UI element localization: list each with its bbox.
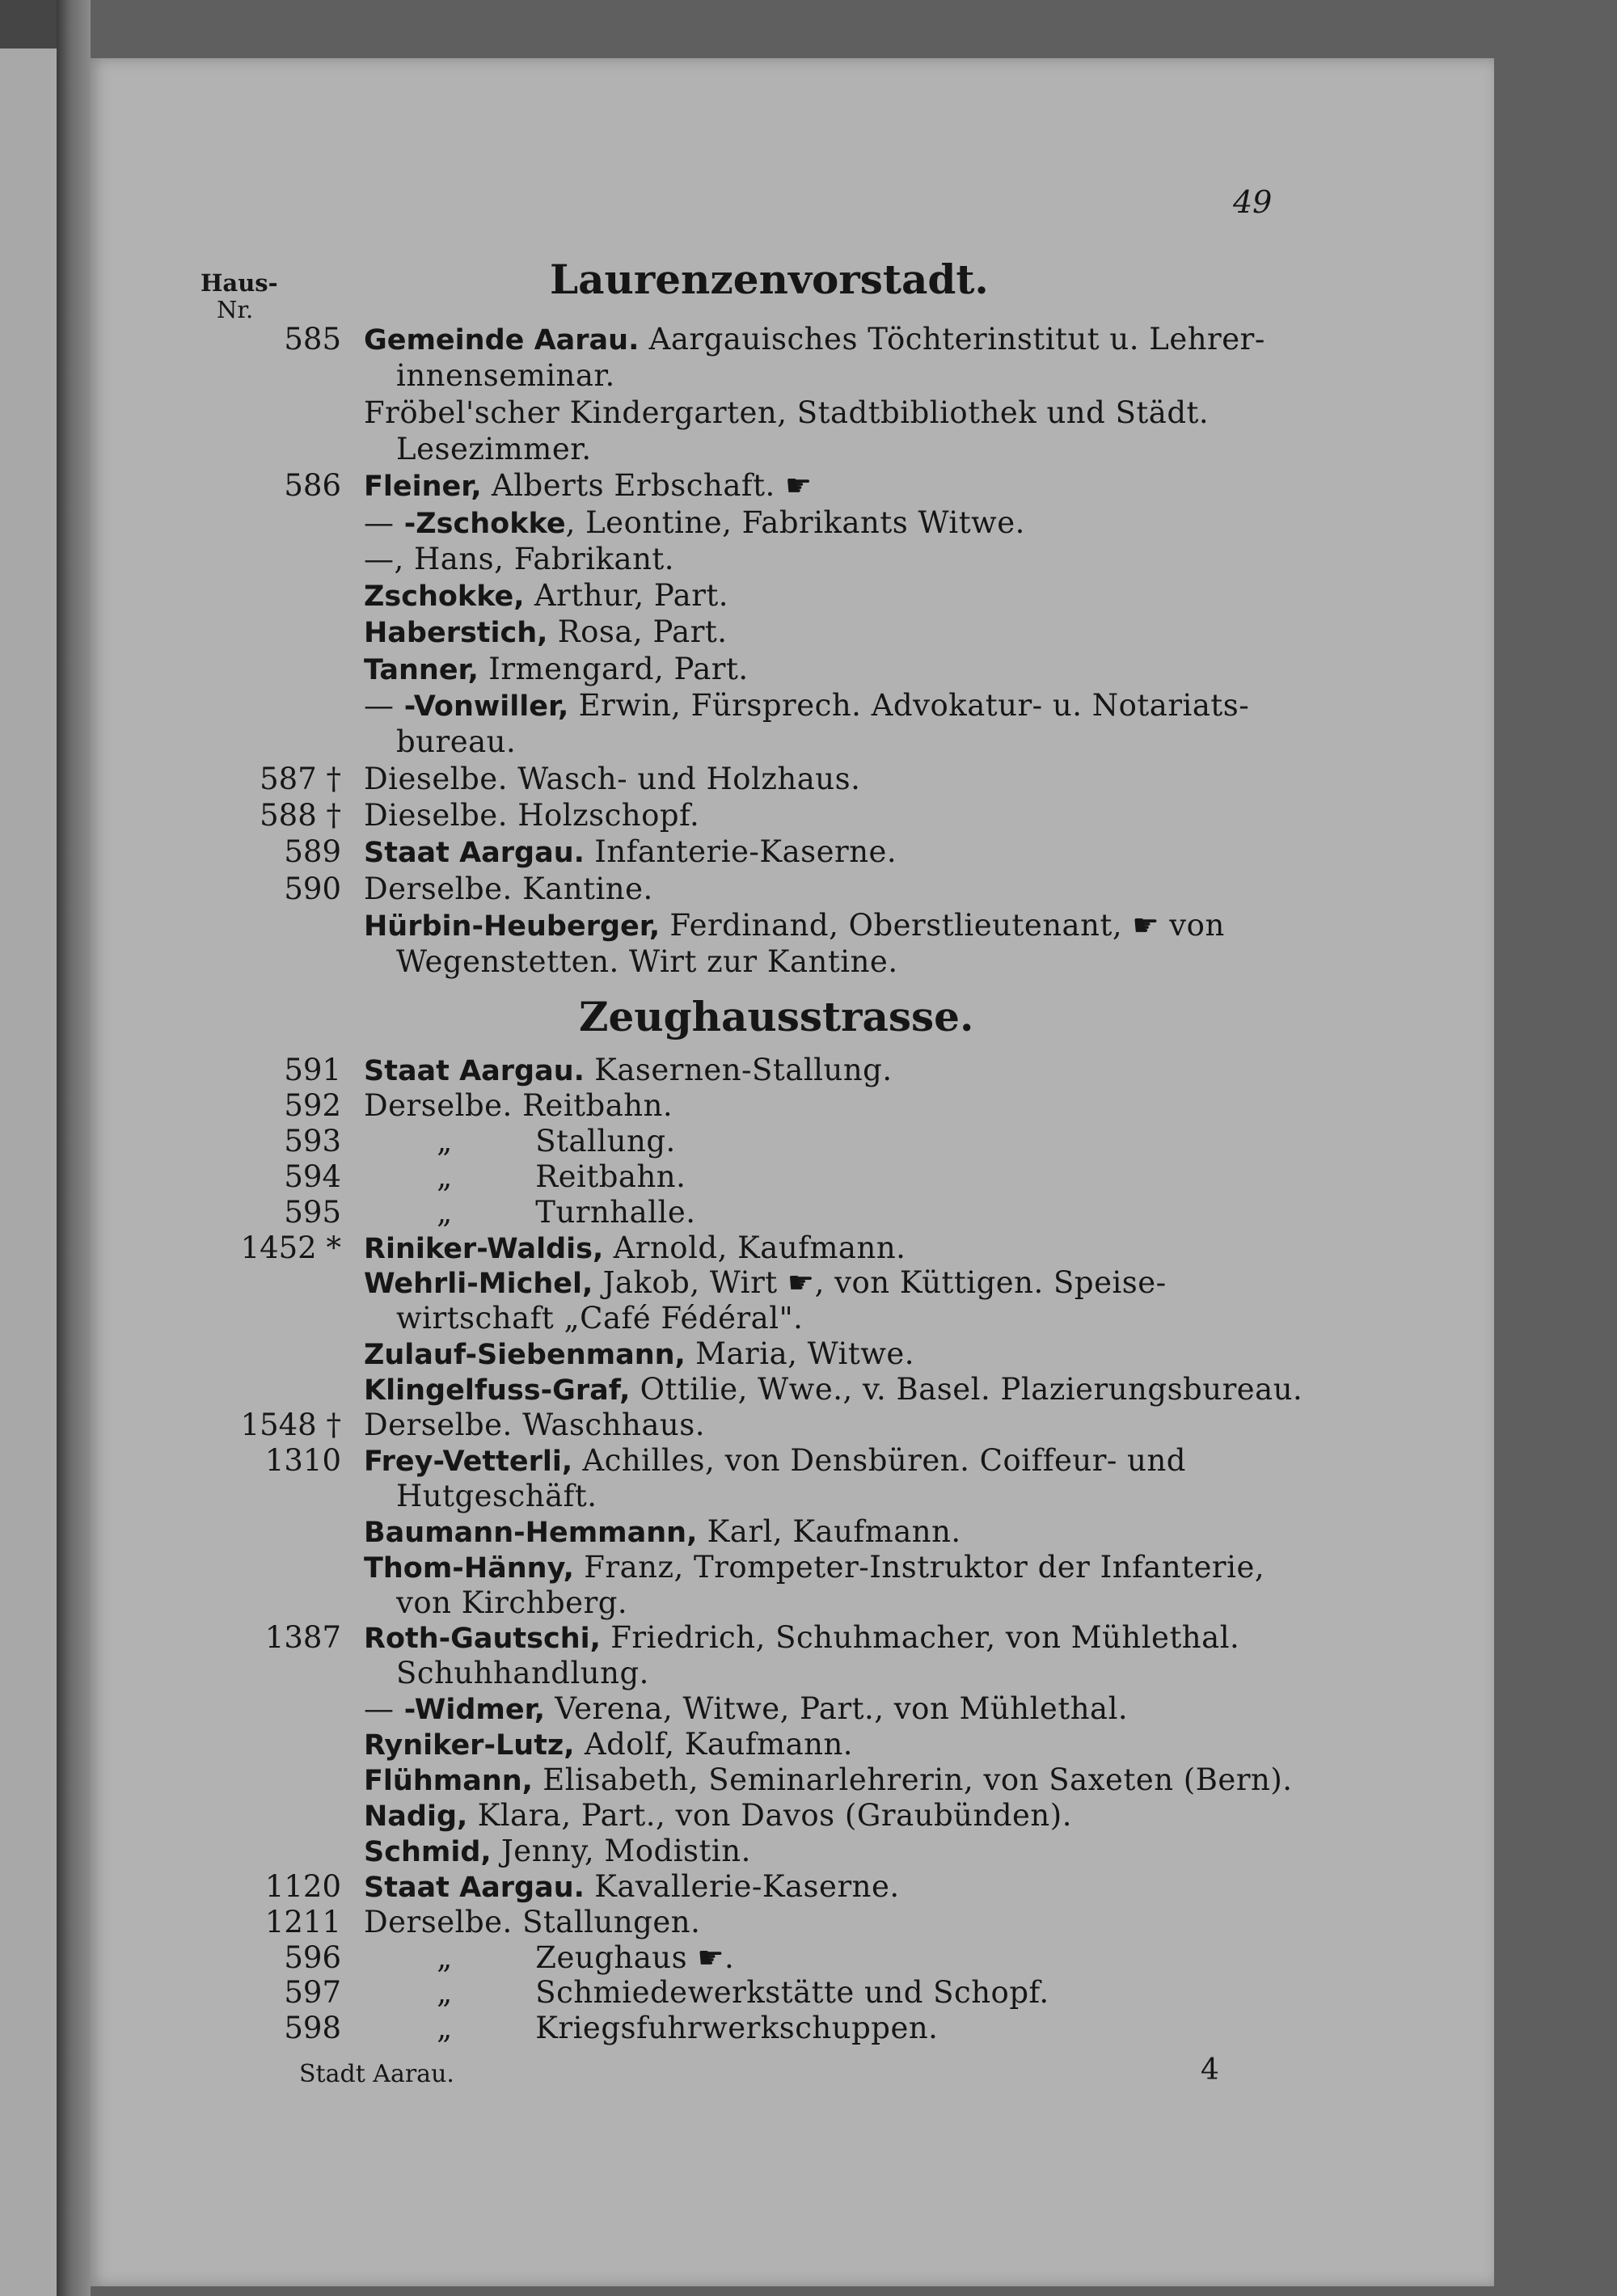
house-number: 598 <box>284 2011 341 2046</box>
entry-name: Thom-Hänny, <box>364 1551 574 1585</box>
house-number: 1548 † <box>240 1408 341 1442</box>
entry-line <box>364 1230 1294 1267</box>
entry-line <box>364 762 1294 797</box>
entry-name: -Widmer, <box>403 1694 545 1727</box>
entry-text: — <box>364 1691 404 1727</box>
entry-line <box>364 2011 1294 2046</box>
house-number: 1452 * <box>240 1230 341 1265</box>
entry-line <box>364 395 1294 431</box>
house-number: 588 † <box>260 797 341 833</box>
entry-text: Turnhalle. <box>535 1194 696 1230</box>
entry-line <box>364 1265 1294 1302</box>
entry-line <box>364 1550 1294 1586</box>
entry-line <box>364 578 1294 614</box>
entry-line <box>364 1798 1294 1834</box>
entry-line <box>364 322 1294 358</box>
entry-text: Stallung. <box>535 1123 676 1159</box>
entry-line <box>396 724 1326 760</box>
entry-line <box>364 1514 1294 1551</box>
entry-name: Tanner, <box>364 653 479 686</box>
entry-name: Fleiner, <box>364 471 482 504</box>
entry-name: Zschokke, <box>364 580 525 614</box>
entry-text: bureau. <box>396 724 517 760</box>
entry-line <box>396 358 1326 394</box>
entry-text: Derselbe. Stallungen. <box>364 1904 701 1939</box>
entry-line <box>364 1940 1294 1976</box>
entry-text: Irmengard, Part. <box>478 651 749 686</box>
entry-text: Infanterie-Kaserne. <box>584 834 897 870</box>
entry-text: Derselbe. Waschhaus. <box>364 1408 705 1442</box>
entry-line <box>364 1691 1294 1728</box>
entry-line <box>364 834 1294 871</box>
entry-line <box>364 1124 1294 1159</box>
entry-text: Karl, Kaufmann. <box>697 1513 961 1549</box>
house-number: 586 <box>284 468 341 504</box>
house-number: 593 <box>284 1123 341 1159</box>
ditto-mark: „ <box>437 1159 453 1194</box>
entry-name: Frey-Vetterli, <box>364 1445 573 1478</box>
entry-text: innenseminar. <box>396 358 615 394</box>
ditto-mark: „ <box>437 1194 453 1230</box>
entry-text: Friedrich, Schuhmacher, von Mühlethal. <box>600 1620 1240 1656</box>
entry-text: — <box>364 688 404 723</box>
entry-line <box>364 1195 1294 1230</box>
entry-text: Hutgeschäft. <box>396 1478 597 1513</box>
entry-line <box>364 1620 1294 1657</box>
entry-line <box>364 798 1294 834</box>
entry-text: Zeughaus ☛. <box>535 1939 735 1975</box>
entry-line <box>396 1479 1326 1514</box>
section-title-laurenzenvorstadt: Laurenzenvorstadt. <box>550 255 989 303</box>
entry-name: Zulauf-Siebenmann, <box>364 1339 686 1372</box>
entry-name: Hürbin-Heuberger, <box>364 910 661 943</box>
entry-text: Franz, Trompeter-Instruktor der Infanterie, <box>573 1549 1265 1585</box>
house-number: 1387 <box>264 1620 341 1656</box>
ditto-mark: „ <box>437 1939 453 1975</box>
entry-text: von Kirchberg. <box>396 1585 628 1620</box>
entry-text: Achilles, von Densbüren. Coiffeur- und <box>572 1442 1186 1478</box>
entry-text: Elisabeth, Seminarlehrerin, von Saxeten (Bern). <box>532 1762 1293 1797</box>
entry-text: Schmiedewerkstätte und Schopf. <box>535 1975 1049 2011</box>
house-number: 1120 <box>264 1868 341 1904</box>
entry-line <box>396 1585 1326 1621</box>
entry-line <box>364 908 1294 944</box>
entry-line <box>364 468 1294 504</box>
entry-name: Ryniker-Lutz, <box>364 1729 575 1762</box>
entry-line <box>364 1159 1294 1195</box>
entry-line <box>364 1053 1294 1089</box>
entry-text: Ferdinand, Oberstlieutenant, ☛ von <box>660 907 1225 943</box>
entry-text: Schuhhandlung. <box>396 1656 649 1691</box>
entry-name: Staat Aargau. <box>364 837 585 870</box>
entry-line <box>396 1301 1326 1336</box>
entry-name: Staat Aargau. <box>364 1871 585 1904</box>
entry-text: Jenny, Modistin. <box>491 1833 751 1868</box>
entry-text: Lesezimmer. <box>396 431 592 466</box>
entry-text: Arnold, Kaufmann. <box>603 1230 906 1265</box>
house-number: 1310 <box>264 1442 341 1478</box>
house-number: 590 <box>284 871 341 906</box>
book-spine <box>57 0 91 2296</box>
entry-text: Aargauisches Töchterinstitut u. Lehrer- <box>639 322 1265 357</box>
entry-name: Nadig, <box>364 1800 468 1833</box>
entry-text: Derselbe. Reitbahn. <box>364 1087 673 1123</box>
entry-name: -Vonwiller, <box>403 690 569 723</box>
house-number: 591 <box>284 1053 341 1087</box>
house-number: 587 † <box>260 761 341 796</box>
entry-name: Staat Aargau. <box>364 1055 585 1087</box>
entry-line <box>364 1408 1294 1443</box>
entry-line <box>364 1336 1294 1373</box>
entry-name: -Zschokke <box>403 507 566 540</box>
entry-text: , Leontine, Fabrikants Witwe. <box>565 504 1025 540</box>
left-page-edge <box>0 49 57 2296</box>
haus-label: Haus- <box>201 269 278 297</box>
entry-line <box>364 1372 1303 1408</box>
entry-line <box>364 505 1294 542</box>
entry-text: Dieselbe. Holzschopf. <box>364 797 700 833</box>
house-number: 592 <box>284 1087 341 1123</box>
entry-line <box>364 542 1294 577</box>
entry-text: Kavallerie-Kaserne. <box>584 1868 900 1904</box>
entry-text: Derselbe. Kantine. <box>364 871 653 906</box>
entry-text: —, Hans, Fabrikant. <box>364 541 675 576</box>
house-number: 596 <box>284 1939 341 1975</box>
entry-line <box>396 432 1326 467</box>
section-title-zeughausstrasse: Zeughausstrasse. <box>579 993 974 1040</box>
entry-text: Kasernen-Stallung. <box>584 1053 893 1087</box>
entry-name: Klingelfuss-Graf, <box>364 1374 631 1408</box>
entry-name: Haberstich, <box>364 617 548 650</box>
entry-name: Gemeinde Aarau. <box>364 324 640 357</box>
ditto-mark: „ <box>437 2011 453 2046</box>
entry-text: Erwin, Fürsprech. Advokatur- u. Notariats- <box>568 688 1250 723</box>
house-number: 1211 <box>264 1904 341 1939</box>
house-number: 597 <box>284 1975 341 2011</box>
entry-line <box>364 1905 1294 1940</box>
entry-text: Reitbahn. <box>535 1159 686 1194</box>
entry-line <box>364 1762 1294 1799</box>
entry-text: Arthur, Part. <box>524 578 729 614</box>
entry-text: wirtschaft „Café Fédéral". <box>396 1301 804 1336</box>
entry-line <box>364 1834 1294 1870</box>
entry-name: Roth-Gautschi, <box>364 1623 601 1656</box>
entry-text: Ottilie, Wwe., v. Basel. Plazierungsbureau. <box>630 1372 1303 1408</box>
entry-line <box>364 1975 1294 2011</box>
entry-text: Kriegsfuhrwerkschuppen. <box>535 2011 939 2046</box>
entry-line <box>364 652 1294 688</box>
footer-left: Stadt Aarau. <box>299 2060 454 2088</box>
entry-line <box>364 688 1294 724</box>
house-number: 594 <box>284 1159 341 1194</box>
entry-name: Riniker-Waldis, <box>364 1232 604 1265</box>
nr-label: Nr. <box>217 296 254 323</box>
entry-line <box>364 1869 1294 1906</box>
entry-line <box>364 872 1294 907</box>
entry-text: — <box>364 504 404 540</box>
entry-text: Jakob, Wirt ☛, von Küttigen. Speise- <box>593 1265 1167 1301</box>
entry-name: Baumann-Hemmann, <box>364 1516 698 1549</box>
entry-text: Klara, Part., von Davos (Graubünden). <box>467 1797 1072 1833</box>
entry-line <box>364 1443 1294 1479</box>
entry-text: Wegenstetten. Wirt zur Kantine. <box>396 944 898 980</box>
entry-text: Alberts Erbschaft. ☛ <box>481 468 813 504</box>
entry-text: Verena, Witwe, Part., von Mühlethal. <box>545 1691 1129 1727</box>
ditto-mark: „ <box>437 1975 453 2011</box>
ditto-mark: „ <box>437 1123 453 1159</box>
house-number: 595 <box>284 1194 341 1230</box>
entry-text: Rosa, Part. <box>547 614 728 650</box>
entry-line <box>364 1088 1294 1124</box>
house-number: 585 <box>284 322 341 357</box>
entry-line <box>396 1656 1326 1691</box>
house-number: 589 <box>284 834 341 870</box>
entry-text: Fröbel'scher Kindergarten, Stadtbibliothek und Städt. <box>364 395 1210 430</box>
entry-line <box>364 614 1294 651</box>
entry-name: Schmid, <box>364 1835 492 1868</box>
footer-right: 4 <box>1201 2053 1219 2087</box>
entry-text: Maria, Witwe. <box>685 1336 915 1372</box>
entry-line <box>396 944 1326 980</box>
entry-name: Flühmann, <box>364 1765 533 1797</box>
entry-name: Wehrli-Michel, <box>364 1268 593 1301</box>
page-number: 49 <box>1233 184 1273 220</box>
entry-line <box>364 1727 1294 1763</box>
entry-text: Adolf, Kaufmann. <box>574 1727 854 1762</box>
entry-text: Dieselbe. Wasch- und Holzhaus. <box>364 761 861 796</box>
